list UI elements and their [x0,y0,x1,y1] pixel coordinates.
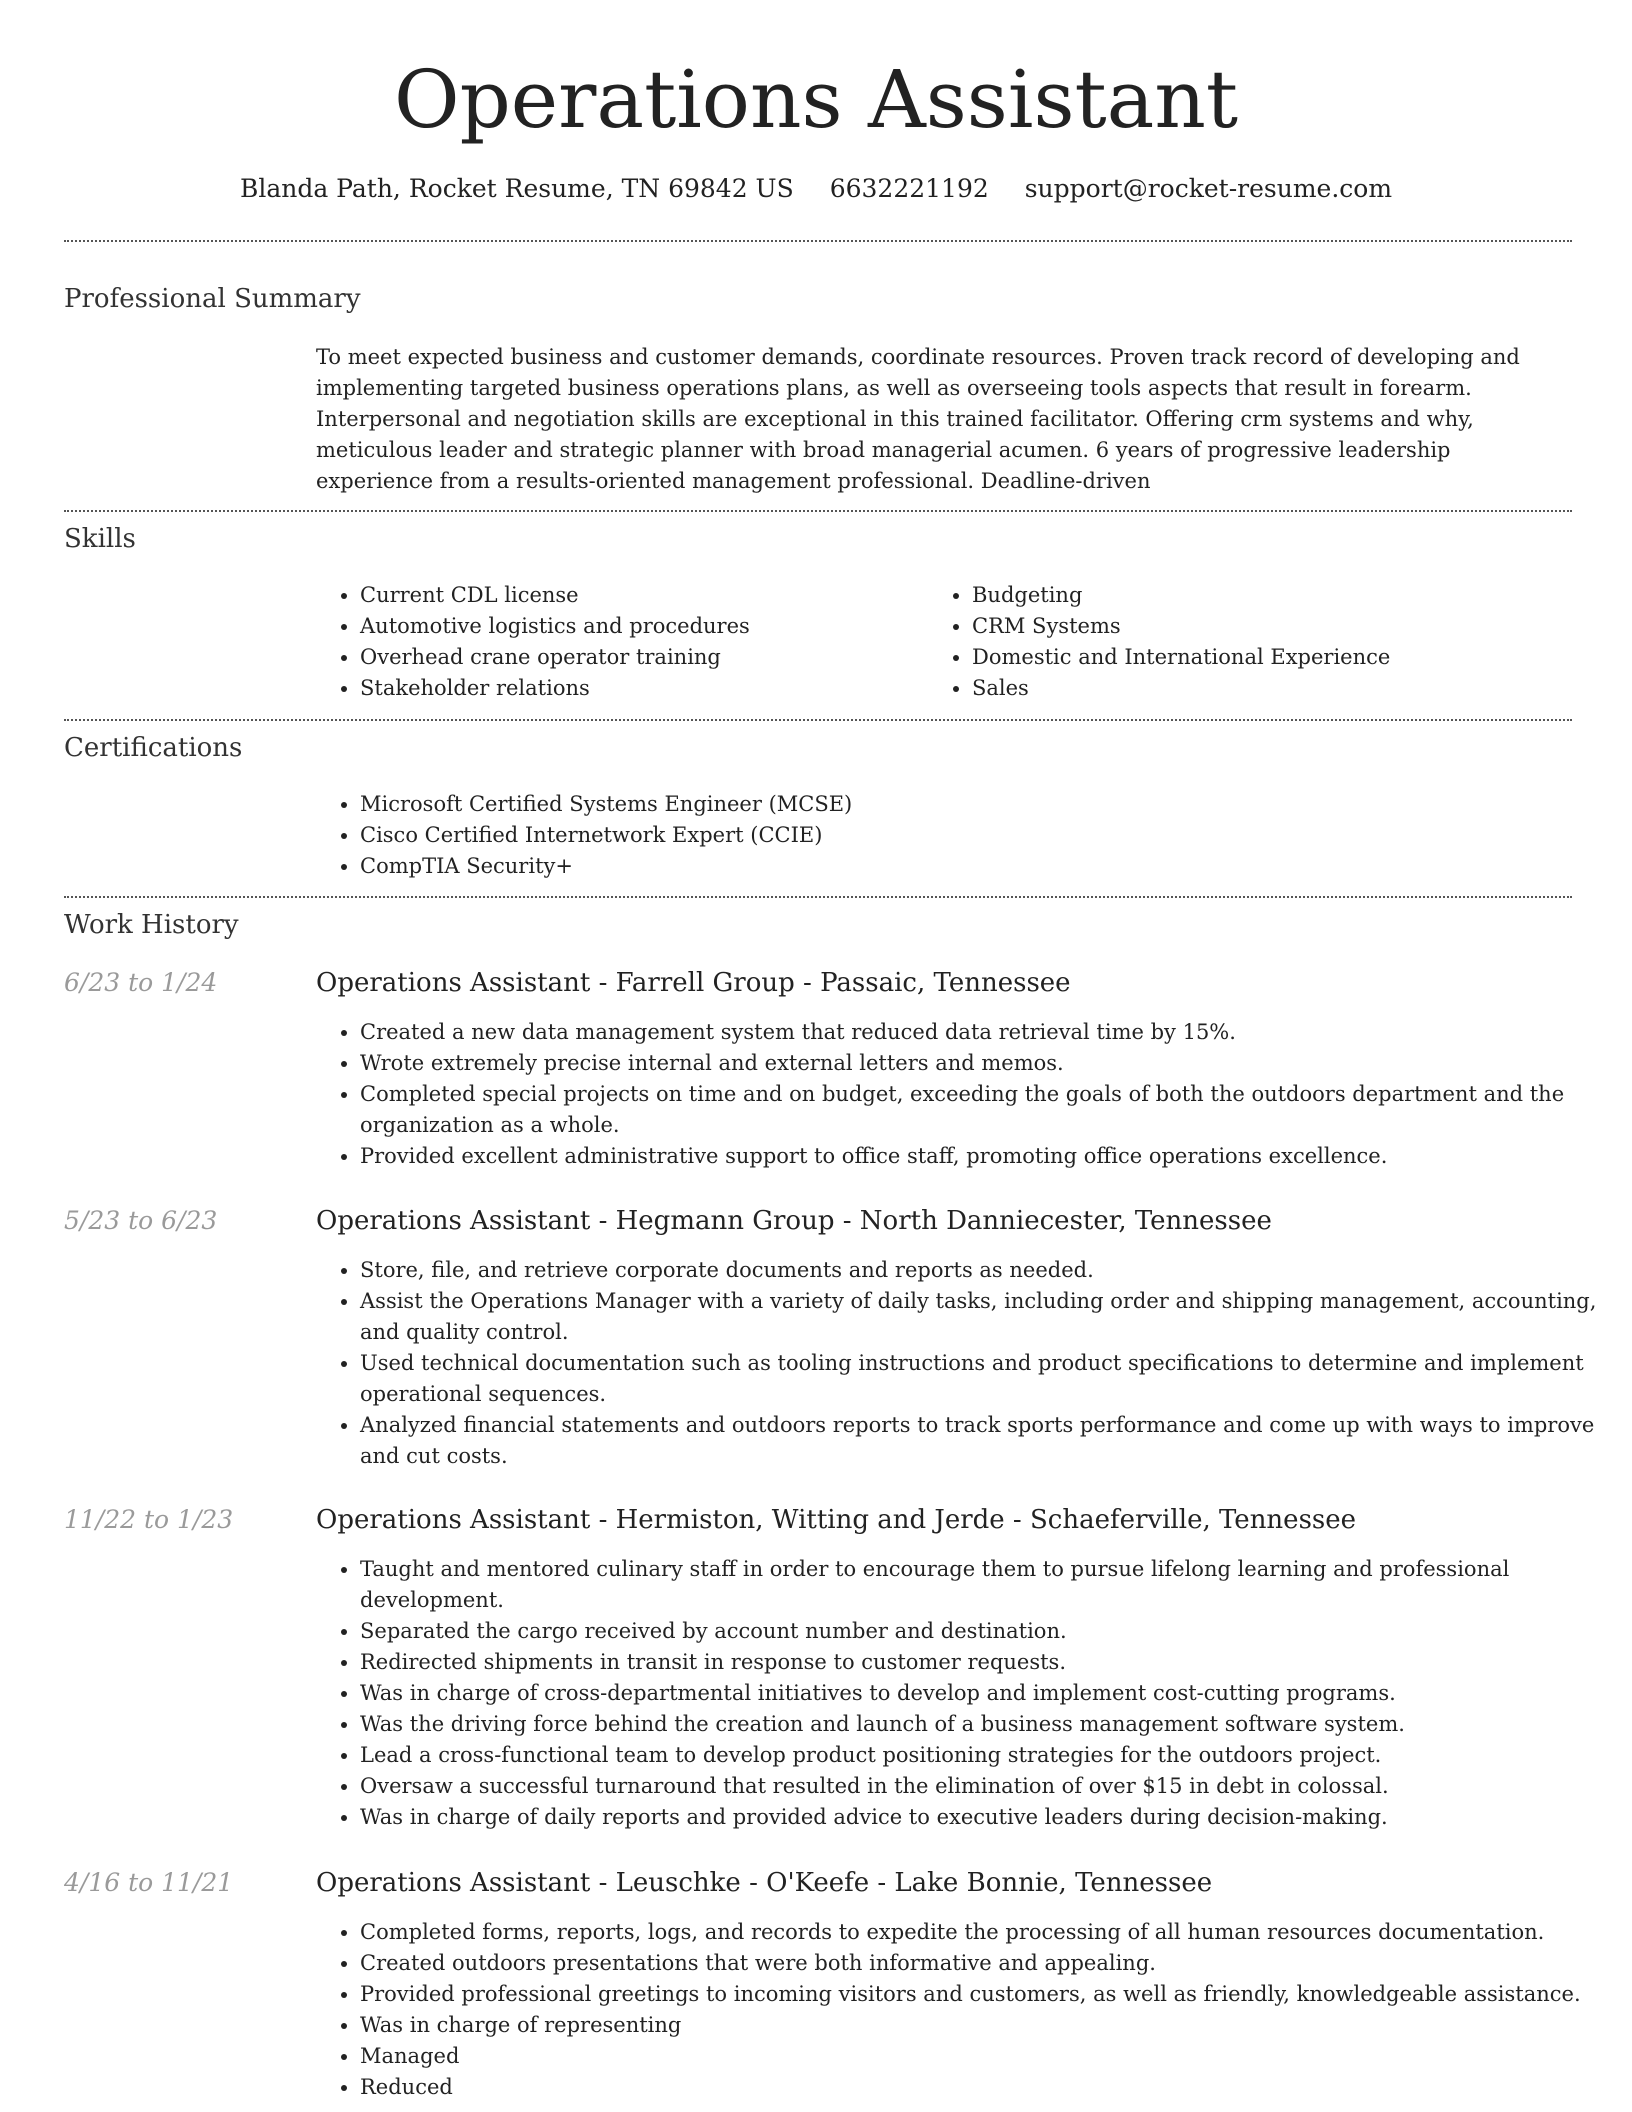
job-title: Operations Assistant - Hermiston, Witting and Jerde - Schaeferville, Tennessee [316,1505,1357,1535]
job-bullet: • Completed special projects on time and on budget, exceeding the goals of both the outdoors department and the organization as a whole. [360,1079,1616,1141]
contact-phone: 6632221192 [829,174,989,203]
job-bullet: • Used technical documentation such as tooling instructions and product specifications to determine and implement operational sequences. [360,1348,1616,1410]
job-bullets [316,1255,1616,1472]
summary-heading: Professional Summary [64,284,361,314]
contact-line [0,172,1632,206]
certifications-list [316,789,1560,882]
job-bullet: • Was the driving force behind the creation and launch of a business management software system. [360,1709,1616,1740]
divider [64,240,1572,242]
certification-item: • CompTIA Security+ [360,851,1560,882]
divider [64,510,1572,512]
job-title: Operations Assistant - Leuschke - O'Keefe - Lake Bonnie, Tennessee [316,1868,1213,1898]
job-bullet: • Lead a cross-functional team to develop product positioning strategies for the outdoors project. [360,1740,1616,1771]
job-bullet: • Reduced [360,2072,1616,2103]
skill-item: • Budgeting [972,580,1572,611]
job-title: Operations Assistant - Hegmann Group - North Danniecester, Tennessee [316,1206,1272,1236]
job-bullet: • Analyzed financial statements and outdoors reports to track sports performance and come up with ways to improve and cut costs. [360,1410,1616,1472]
certification-item: • Cisco Certified Internetwork Expert (CCIE) [360,820,1560,851]
job-bullets [316,1554,1616,1833]
work-history-heading: Work History [64,910,239,940]
skill-item: • Stakeholder relations [360,673,920,704]
job-title: Operations Assistant - Farrell Group - Passaic, Tennessee [316,968,1071,998]
job-bullet: • Created a new data management system that reduced data retrieval time by 15%. [360,1017,1616,1048]
job-bullet: • Redirected shipments in transit in response to customer requests. [360,1647,1616,1678]
job-bullets [316,1917,1616,2103]
contact-email[interactable]: support@rocket-resume.com [1024,174,1393,203]
skills-list-left [316,580,920,704]
job-date: 6/23 to 1/24 [64,968,218,997]
skill-item: • CRM Systems [972,611,1572,642]
job-bullet: • Oversaw a successful turnaround that resulted in the elimination of over $15 in debt in colossal. [360,1771,1616,1802]
skill-item: • Overhead crane operator training [360,642,920,673]
job-date: 4/16 to 11/21 [64,1868,234,1897]
job-bullet: • Provided professional greetings to incoming visitors and customers, as well as friendly, knowledgeable assistance. [360,1979,1616,2010]
contact-address: Blanda Path, Rocket Resume, TN 69842 US [239,174,794,203]
summary-text: To meet expected business and customer demands, coordinate resources. Proven track record of developing and implementing targeted business operations plans, as well as overseeing tools aspects that result in forearm. Interpersonal and negotiation skills are exceptional in this trained facilitator. Offering crm systems and why, meticulous leader and strategic planner with broad managerial acumen. 6 years of progressive leadership experience from a results-oriented management professional. Deadline-driven [316,345,1520,493]
job-bullet: • Completed forms, reports, logs, and records to expedite the processing of all human resources documentation. [360,1917,1616,1948]
job-bullet: • Separated the cargo received by account number and destination. [360,1616,1616,1647]
certifications-heading: Certifications [64,733,243,763]
skill-item: • Automotive logistics and procedures [360,611,920,642]
candidate-name: Operations Assistant [393,53,1239,146]
job-bullets [316,1017,1616,1172]
skill-item: • Current CDL license [360,580,920,611]
skills-list-right [928,580,1572,704]
skill-item: • Sales [972,673,1572,704]
job-bullet: • Managed [360,2041,1616,2072]
job-bullet: • Created outdoors presentations that were both informative and appealing. [360,1948,1616,1979]
job-date: 11/22 to 1/23 [64,1505,234,1534]
job-bullet: • Store, file, and retrieve corporate documents and reports as needed. [360,1255,1616,1286]
job-bullet: • Was in charge of cross-departmental initiatives to develop and implement cost-cutting programs. [360,1678,1616,1709]
job-bullet: • Wrote extremely precise internal and external letters and memos. [360,1048,1616,1079]
divider [64,896,1572,898]
job-bullet: • Taught and mentored culinary staff in order to encourage them to pursue lifelong learning and professional development. [360,1554,1616,1616]
job-bullet: • Was in charge of representing [360,2010,1616,2041]
skills-heading: Skills [64,524,136,554]
job-bullet: • Assist the Operations Manager with a variety of daily tasks, including order and shipping management, accounting, and quality control. [360,1286,1616,1348]
job-bullet: • Was in charge of daily reports and provided advice to executive leaders during decision-making. [360,1802,1616,1833]
skill-item: • Domestic and International Experience [972,642,1572,673]
certification-item: • Microsoft Certified Systems Engineer (MCSE) [360,789,1560,820]
job-bullet: • Provided excellent administrative support to office staff, promoting office operations excellence. [360,1141,1616,1172]
job-date: 5/23 to 6/23 [64,1206,218,1235]
divider [64,719,1572,721]
